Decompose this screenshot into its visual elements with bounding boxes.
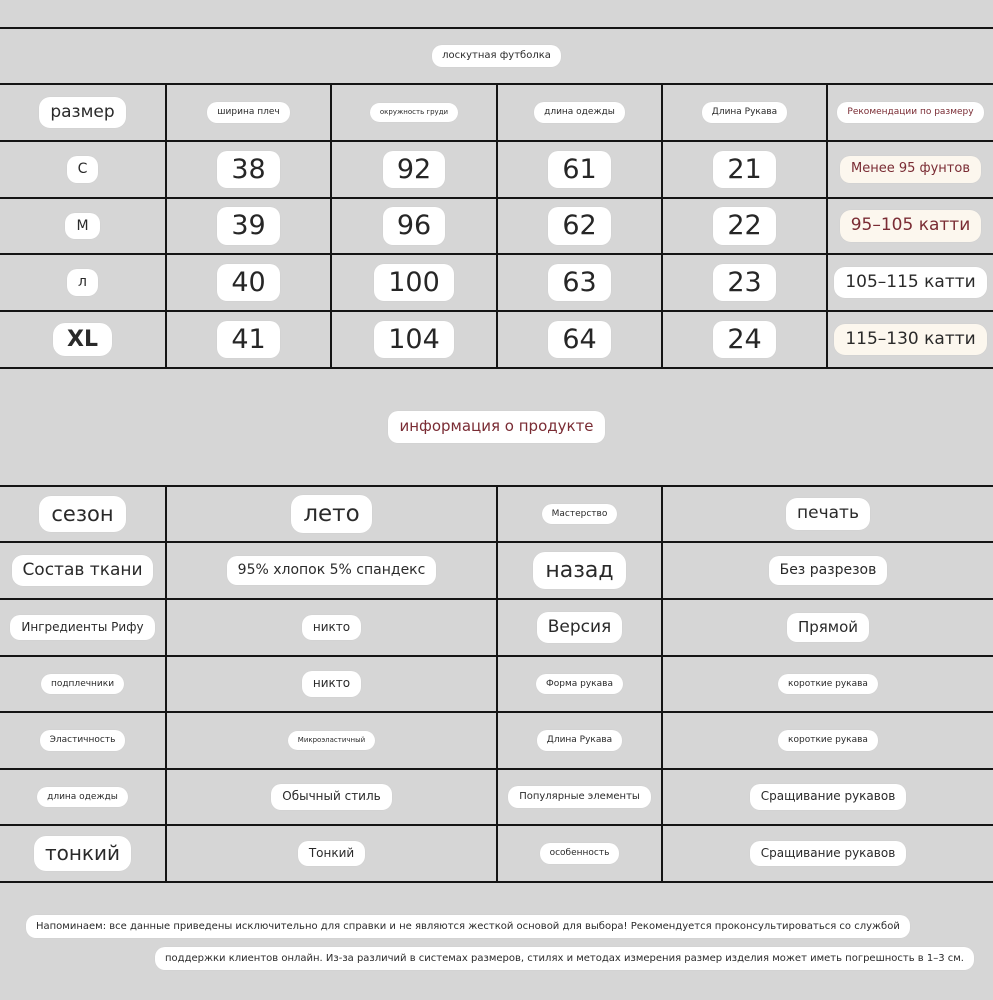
info-label: Ингредиенты Рифу [10,615,154,641]
table-cell [828,255,993,310]
table-cell [167,312,330,367]
info-value: 95% хлопок 5% спандекс [227,556,437,584]
sleeve-value: 24 [713,321,775,358]
info-value: лето [291,495,371,533]
table-cell [663,199,826,253]
info-label: Состав ткани [12,555,152,587]
info-value: Микроэластичный [288,731,375,749]
chest-value: 92 [383,151,445,188]
info-value: Без разрезов [769,556,888,584]
info-label: подплечники [41,674,124,694]
header-cell [828,85,993,140]
info-value-cell [167,657,496,711]
table-cell [332,312,496,367]
info-label-cell [0,487,165,541]
size-label: М [65,213,99,239]
table-cell [167,255,330,310]
info-label: тонкий [34,836,131,871]
info-label-cell [0,826,165,881]
disclaimer-line-2: поддержки клиентов онлайн. Из-за различий в системах размеров, стилях и методах измерения размер изделия может иметь погрешность в 1–3 см. [155,947,974,970]
header-size: размер [39,97,125,129]
info-value-cell [167,487,496,541]
sleeve-value: 22 [713,207,775,244]
info-label: назад [533,552,625,589]
length-value: 61 [548,151,610,188]
title-row [0,29,993,83]
header-chest: окружность груди [370,103,458,121]
chest-value: 100 [374,264,454,301]
info-label: особенность [540,843,620,863]
info-label-cell [498,770,661,824]
info-label: Мастерство [542,504,618,524]
disclaimer-line-2-wrap [155,946,974,965]
info-heading: информация о продукте [388,411,604,442]
info-value-cell [663,713,993,768]
info-value: Обычный стиль [271,784,391,810]
info-value: короткие рукава [778,674,878,694]
info-value-cell [663,826,993,881]
size-cell [0,255,165,310]
disclaimer-line-1: Напоминаем: все данные приведены исключительно для справки и не являются жесткой основой для выбора! Рекомендуется проконсультироваться со службой [26,915,910,938]
header-shoulder: ширина плеч [207,102,289,122]
info-value-cell [663,600,993,655]
info-label: Форма рукава [536,674,623,694]
info-value: Прямой [787,613,869,642]
info-value: никто [302,615,361,641]
disclaimer-line-1-wrap [26,914,910,933]
header-length: длина одежды [534,102,625,122]
table-cell [663,255,826,310]
header-cell [0,85,165,140]
info-label-cell [498,657,661,711]
product-title: лоскутная футболка [432,45,561,67]
info-value: печать [786,498,870,530]
table-cell [498,312,661,367]
shoulder-value: 41 [217,321,279,358]
info-label-cell [0,713,165,768]
size-label: л [67,269,98,295]
info-value: Сращивание рукавов [750,841,907,867]
info-label-cell [0,543,165,598]
table-cell [663,312,826,367]
size-label: XL [53,323,112,356]
table-cell [167,199,330,253]
table-cell [332,199,496,253]
header-cell [498,85,661,140]
shoulder-value: 40 [217,264,279,301]
chest-value: 96 [383,207,445,244]
info-label-cell [0,600,165,655]
table-cell [332,142,496,197]
info-label: длина одежды [37,787,128,807]
shoulder-value: 39 [217,207,279,244]
grid-line [0,881,993,883]
table-cell [167,142,330,197]
table-cell [828,199,993,253]
info-label-cell [498,487,661,541]
info-label: Популярные элементы [508,786,651,808]
recommendation-value: Менее 95 фунтов [840,156,981,183]
table-cell [663,142,826,197]
info-label-cell [0,770,165,824]
length-value: 63 [548,264,610,301]
header-cell [167,85,330,140]
info-value-cell [167,600,496,655]
table-cell [498,142,661,197]
header-recommendation: Рекомендации по размеру [837,102,983,122]
sleeve-value: 21 [713,151,775,188]
info-label: Эластичность [40,730,126,750]
length-value: 64 [548,321,610,358]
size-cell [0,142,165,197]
info-value-cell [167,713,496,768]
info-label-cell [0,657,165,711]
shoulder-value: 38 [217,151,279,188]
info-value-cell [167,770,496,824]
info-label-cell [498,826,661,881]
recommendation-value: 95–105 катти [840,210,982,242]
info-label: Длина Рукава [537,730,622,750]
info-value-cell [663,543,993,598]
info-label-cell [498,600,661,655]
table-cell [828,142,993,197]
header-sleeve: Длина Рукава [702,102,787,122]
info-value: короткие рукава [778,730,878,750]
table-cell [498,255,661,310]
info-value: Сращивание рукавов [750,784,907,810]
info-value-cell [663,770,993,824]
table-cell [498,199,661,253]
recommendation-value: 105–115 катти [834,267,986,299]
info-heading-row [0,369,993,485]
info-value-cell [167,826,496,881]
info-label-cell [498,713,661,768]
info-value-cell [663,657,993,711]
size-label: С [67,156,99,182]
header-cell [663,85,826,140]
size-cell [0,312,165,367]
info-value: никто [302,671,361,697]
info-label-cell [498,543,661,598]
sleeve-value: 23 [713,264,775,301]
info-value-cell [167,543,496,598]
table-cell [332,255,496,310]
info-label: Версия [537,612,623,644]
info-value-cell [663,487,993,541]
info-label: сезон [39,496,125,532]
recommendation-value: 115–130 катти [834,324,986,356]
header-cell [332,85,496,140]
chest-value: 104 [374,321,454,358]
info-value: Тонкий [298,841,365,867]
length-value: 62 [548,207,610,244]
size-cell [0,199,165,253]
table-cell [828,312,993,367]
